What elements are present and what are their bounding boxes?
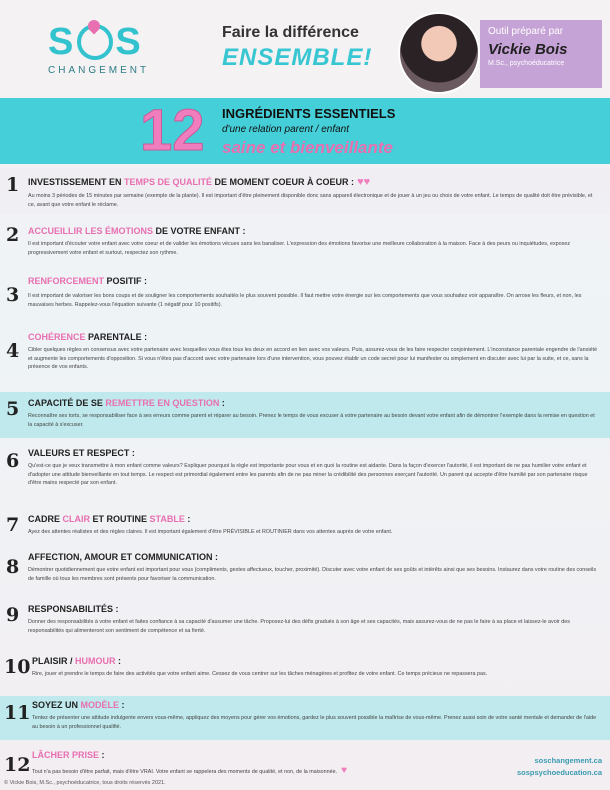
item-title: INVESTISSEMENT EN TEMPS DE QUALITÉ DE MOMENT COEUR À COEUR : ♥♥ [28, 176, 371, 188]
list-item [0, 696, 610, 740]
title-line-2: d'une relation parent / enfant [222, 124, 350, 135]
item-text: Ayez des attentes réalistes et des règles claires. Il est important également d'être PRÉVISIBLE et ROUTINIER dans vos attentes auprès de votre enfant. [28, 529, 393, 535]
title-line-3: saine et bienveillante [222, 138, 394, 157]
item-number: 8 [6, 556, 20, 578]
tagline-2: ENSEMBLE! [222, 44, 373, 71]
item-number: 1 [6, 174, 20, 196]
item-text: Tout n'a pas besoin d'être parfait, mais d'être VRAI. Votre enfant se rappelera des moments de qualité, et non, de la maisonnée. ♥ [32, 765, 348, 776]
item-number: 5 [6, 398, 20, 420]
item-text: Qu'est-ce que je veux transmettre à mon enfant comme valeurs? Expliquer pourquoi la règle est importante pour vous et en quoi la routine est aidante. Dans la façon d'exercer l'autorité, il est important de ne pas humilier votre enfant et d'adopter une attitude bienveillante en tout temps. Le respect est primordial également entre les parents afin de ne pas miner la crédibilité des personnes exerçant l'autorité. Un parent qui accepte d'être humilié par son partenaire risque d'être mains respecté par son enfant. [28, 463, 588, 487]
item-title: COHÉRENCE PARENTALE : [28, 332, 148, 342]
item-number: 6 [6, 450, 20, 472]
header [0, 0, 610, 98]
list-item [0, 270, 610, 320]
item-title: VALEURS ET RESPECT : [28, 448, 135, 458]
item-text: Il est important de valoriser les bons coups et de souligner les comportements souhaités le plus souvent possible. Il faut mettre votre énergie sur les comportements que vous souhaitez voir apparaître. On arrose les fleurs, et non, les mauvaises herbes. Rappelez-vous l'équation suivante (1 négatif pour 10 positifs). [28, 293, 582, 308]
item-title: LÂCHER PRISE : [32, 750, 105, 760]
item-number: 12 [4, 754, 31, 776]
item-number: 2 [6, 224, 20, 246]
item-text: Tentez de présenter une attitude indulgente envers vous-même, appliquez des moyens pour gérer vos émotions, gardez le plus souvent possible la maîtrise de vous-même. Prenez aussi soin de votre santé mentale et demander de l'aide au besoin à un professionnel qualifié. [32, 715, 597, 730]
item-number: 3 [6, 284, 20, 306]
list-item [0, 548, 610, 598]
item-title: CAPACITÉ DE SE REMETTRE EN QUESTION : [28, 398, 225, 408]
logo-main: S S [48, 21, 143, 63]
item-number: 4 [6, 340, 20, 362]
author-photo [398, 12, 480, 94]
tagline-1: Faire la différence [222, 24, 359, 41]
item-text: Cibler quelques règles en consensus avec votre partenaire avec lesquelles vous êtes tous les deux en accord en lien avec vos valeurs. Puis, assurez-vous de les faire respecter conjointement. L'inconstance parentale engendre de l'anxiété et augmente les comportements d'opposition. Si vous n'êtes pas d'accord avec votre partenaire lors d'une intervention, vous pouvez établir un code secret pour lui manifester ou simplement en discuter avec lui par la suite, et ce, sans la présence de vos enfants. [28, 347, 598, 371]
list-item [0, 168, 610, 214]
item-title: ACCUEILLIR LES ÉMOTIONS DE VOTRE ENFANT : [28, 226, 246, 236]
item-text: Rire, jouer et prendre le temps de faire des activités que votre enfant aime. Cessez de vous centrer sur les tâches ménagères et profitez de votre enfant. Ce temps précieux ne repassera pas. [32, 671, 488, 677]
item-number: 10 [4, 656, 31, 678]
logo-sub: CHANGEMENT [48, 65, 150, 76]
heart-icon: ♥♥ [357, 176, 371, 188]
item-title: AFFECTION, AMOUR ET COMMUNICATION : [28, 552, 218, 562]
item-title: RESPONSABILITÉS : [28, 604, 119, 614]
item-text: Au moins 3 périodes de 15 minutes par semaine (exemple de la plante). Il est important d'être pleinement disponible donc sans appareil électronique et de jouer à un jeu ou choix de votre enfant. Le temps de qualité doit être prévisible, et ce, avant que votre enfant le réclame. [28, 193, 593, 208]
item-number: 7 [6, 514, 20, 536]
item-title: SOYEZ UN MODÈLE : [32, 700, 125, 710]
butterfly-icon [77, 24, 113, 60]
list-item [0, 218, 610, 266]
item-text: Reconnaître ses torts, se responsabiliser face à ses erreurs comme parent et réparer au besoin. Prenez le temps de vous excuser à votre partenaire au besoin devant votre enfant afin de démontrer l'exemple dans la remise en question et la capacité à s'excuser. [28, 413, 595, 428]
prepared-label: Outil préparé par [488, 26, 564, 37]
item-title: PLAISIR / HUMOUR : [32, 656, 122, 666]
item-text: Donner des responsabilités à votre enfant et faites confiance à sa capacité d'assumer une tâche. Proposez-lui des défis gradués à son âge et ses capacités, mais assurez-vous de ne pas le faire à sa place et laissez-le avoir des responsabilités qui alimenteront son sentiment de compétence et sa fierté. [28, 619, 570, 634]
list-item [0, 652, 610, 694]
list-item [0, 392, 610, 438]
item-text: Démontrer quotidiennement que votre enfant est important pour vous (compliments, gestes affectueux, toucher, proximité). Discuter avec votre enfant de ses goûts et intérêts ainsi que ses besoins. Instaurez dans votre routine des conseils de famille où tous les membres sont présents pour favoriser la communication. [28, 567, 597, 582]
logo [48, 22, 158, 82]
item-title: CADRE CLAIR ET ROUTINE STABLE : [28, 514, 191, 524]
item-number: 9 [6, 604, 20, 626]
title-number: 12 [140, 98, 205, 163]
item-title: RENFORCEMENT POSITIF : [28, 276, 148, 286]
list-item [0, 326, 610, 388]
website-link-2[interactable]: sospsychoeducation.ca [516, 768, 602, 777]
heart-icon: ♥ [341, 765, 348, 776]
title-line-1: INGRÉDIENTS ESSENTIELS [222, 106, 396, 121]
item-text: Il est important d'écouter votre enfant avec votre coeur et de valider les émotions vécues sans les banaliser. L'expression des émotions favorise une meilleure collaboration à la maison. Face à des peurs ou inquiétudes, exposez progressivement votre enfant et surtout, respectez son rythme. [28, 241, 571, 256]
list-item [0, 508, 610, 546]
list-item [0, 442, 610, 506]
author-title: M.Sc., psychoéducatrice [488, 60, 565, 67]
copyright: © Vickie Bois, M.Sc., psychoéducatrice, tous droits réservés 2021. [4, 780, 166, 786]
author-box [480, 20, 602, 88]
author-name: Vickie Bois [488, 41, 568, 58]
list-item [0, 600, 610, 650]
item-number: 11 [4, 702, 31, 724]
website-link-1[interactable]: soschangement.ca [534, 756, 602, 765]
